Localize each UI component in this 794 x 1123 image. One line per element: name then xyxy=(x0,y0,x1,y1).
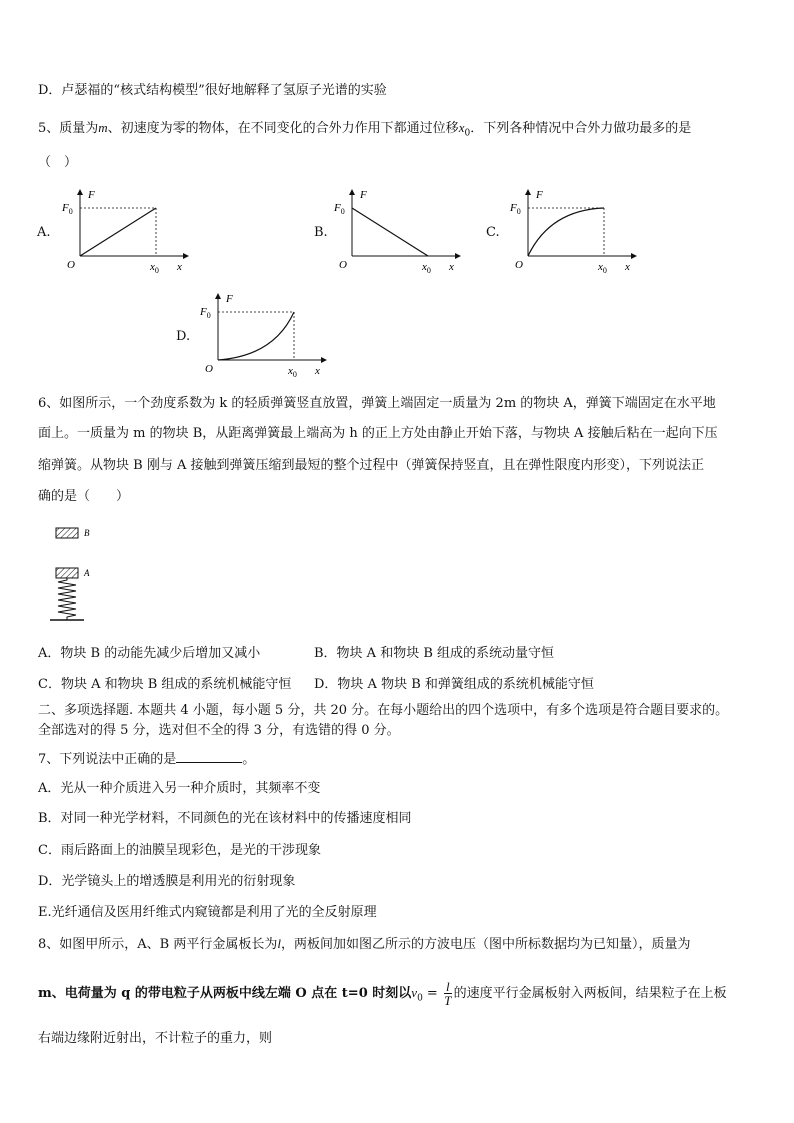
q7-stem-text: 7、下列说法中正确的是 xyxy=(38,752,177,767)
q7-option-a: A．光从一种介质进入另一种介质时，其频率不变 xyxy=(38,781,321,796)
q5-stem xyxy=(38,120,691,142)
origin-label: O xyxy=(339,259,347,271)
q7-stem xyxy=(38,750,255,768)
q8-length-symbol: l xyxy=(277,936,281,951)
block-a xyxy=(56,568,78,578)
f-label: F xyxy=(360,189,367,201)
q5-graph-d xyxy=(196,290,336,380)
q5-graph-a xyxy=(58,186,198,276)
q7-option-c: C．雨后路面上的油膜呈现彩色，是光的干涉现象 xyxy=(38,843,321,858)
block-a-label: A xyxy=(84,568,90,578)
q7-option-d: D．光学镜头上的增透膜是利用光的衍射现象 xyxy=(38,874,296,889)
force-curve xyxy=(352,208,428,256)
q5-stem-c: ．下列各种情况中合外力做功最多的是 xyxy=(470,121,692,136)
q5-graph-b-label: B. xyxy=(314,225,328,240)
q7-option-b: B．对同一种光学材料，不同颜色的光在该材料中的传播速度相同 xyxy=(38,811,412,826)
q6-option-a: A．物块 B 的动能先减少后增加又减小 xyxy=(38,646,261,661)
origin-label: O xyxy=(205,363,213,375)
q6-stem-line-1: 6、如图所示，一个劲度系数为 k 的轻质弹簧竖直放置，弹簧上端固定一质量为 2m 的物块 A，弹簧下端固定在水平地 xyxy=(38,396,716,411)
q5-displacement-symbol: x xyxy=(458,120,465,135)
q8-v0-symbol: v xyxy=(411,985,418,1000)
q5-graph-c-label: C. xyxy=(486,225,500,240)
section2-heading-line-1: 二、多项选择题. 本题共 4 小题，每小题 5 分，共 20 分。在每小题给出的四个选项中，有多个选项是符合题目要求的。 xyxy=(38,703,729,718)
q8-line1-b: ，两板间加如图乙所示的方波电压（图中所标数据均为已知量），质量为 xyxy=(280,937,691,952)
f-label: F xyxy=(88,189,95,201)
q6-option-c: C．物块 A 和物块 B 组成的系统机械能守恒 xyxy=(38,677,292,692)
q7-stem-end: 。 xyxy=(242,752,256,767)
x0-label: $x_0$ xyxy=(288,365,297,379)
q8-stem-line-2 xyxy=(38,976,727,1016)
q5-displacement-sub: 0 xyxy=(464,128,471,139)
q5-graph-a-label: A. xyxy=(37,225,51,240)
q5-graph-c xyxy=(506,186,646,276)
q6-stem-line-3: 缩弹簧。从物块 B 刚与 A 接触到弹簧压缩到最短的整个过程中（弹簧保持竖直，且在弹性限度内形变），下列说法正 xyxy=(38,458,704,473)
q7-answer-blank xyxy=(176,750,242,763)
q8-fraction-numerator: l xyxy=(445,979,450,994)
q5-paren: （ ） xyxy=(38,155,78,170)
q8-line2-a: m、电荷量为 q 的带电粒子从两板中线左端 O 点在 t=0 时刻以 xyxy=(38,986,412,1001)
q5-mass-symbol: m xyxy=(98,120,108,135)
force-curve xyxy=(80,208,156,256)
q8-stem-line-1 xyxy=(38,936,691,953)
f0-label: $F_0$ xyxy=(62,202,73,216)
q6-option-d: D．物块 A 物块 B 和弹簧组成的系统机械能守恒 xyxy=(314,677,594,692)
f-label: F xyxy=(536,189,543,201)
f0-label: $F_0$ xyxy=(334,202,345,216)
origin-label: O xyxy=(515,259,523,271)
f0-label: $F_0$ xyxy=(510,202,521,216)
q6-stem-line-2: 面上。一质量为 m 的物块 B，从距离弹簧最上端高为 h 的正上方处由静止开始下落，与物块 A 接触后粘在一起向下压 xyxy=(38,426,718,441)
q5-stem-b: 、初速度为零的物体，在不同变化的合外力作用下都通过位移 xyxy=(107,121,459,136)
section2-heading-line-2: 全部选对的得 5 分，选对但不全的得 3 分，有选错的得 0 分。 xyxy=(38,723,400,738)
q7-option-e: E.光纤通信及医用纤维式内窥镜都是利用了光的全反射原理 xyxy=(38,905,377,920)
x-label: x xyxy=(315,365,320,377)
q5-graph-d-label: D. xyxy=(176,329,191,344)
q8-fraction-denominator: T xyxy=(444,993,452,1008)
x-label: x xyxy=(449,261,454,273)
x-label: x xyxy=(177,261,182,273)
q8-v0-sub: 0 xyxy=(417,993,423,1004)
f-label: F xyxy=(226,293,233,305)
x0-label: $x_0$ xyxy=(422,261,431,275)
q8-stem-line-3: 右端边缘附近射出，不计粒子的重力，则 xyxy=(38,1031,273,1046)
q5-graph-b xyxy=(330,186,470,276)
f0-label: $F_0$ xyxy=(200,306,211,320)
q6-spring-figure xyxy=(50,520,110,635)
force-curve xyxy=(218,312,294,360)
x-label: x xyxy=(625,261,630,273)
q5-stem-a: 5、质量为 xyxy=(38,121,99,136)
origin-label: O xyxy=(67,259,75,271)
q6-stem-line-4: 确的是（ ） xyxy=(38,489,130,504)
force-curve xyxy=(528,208,604,256)
q8-line1-a: 8、如图甲所示，A、B 两平行金属板长为 xyxy=(38,937,278,952)
spring xyxy=(58,578,76,620)
x0-label: $x_0$ xyxy=(150,261,159,275)
x0-label: $x_0$ xyxy=(598,261,607,275)
q8-equals: = xyxy=(422,986,442,1001)
q8-line2-b: 的速度平行金属板射入两板间，结果粒子在上板 xyxy=(453,986,727,1001)
block-b xyxy=(56,528,78,538)
q8-fraction xyxy=(444,980,452,1007)
block-b-label: B xyxy=(84,528,90,538)
q6-option-b: B．物块 A 和物块 B 组成的系统动量守恒 xyxy=(314,646,555,661)
q4-option-d: D．卢瑟福的“核式结构模型”很好地解释了氢原子光谱的实验 xyxy=(38,83,387,98)
